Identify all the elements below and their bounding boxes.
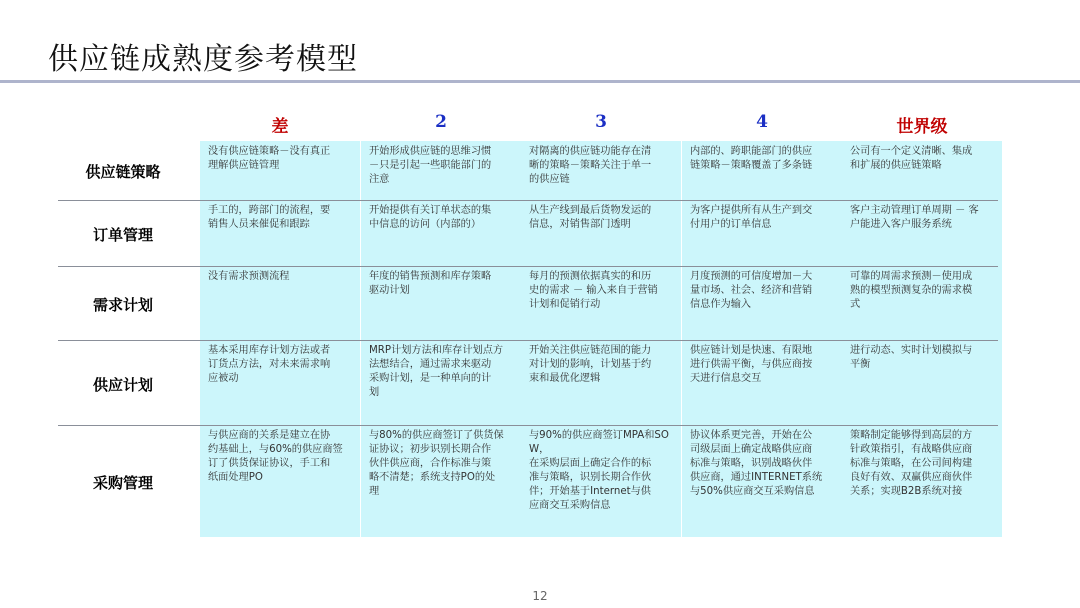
table-cell: 供应链计划是快速、有限地 进行供需平衡，与供应商按 天进行信息交互 [690, 345, 813, 384]
table-cell: 每月的预测依据真实的和历 史的需求 － 输入来自于营销 计划和促销行动 [529, 271, 658, 310]
row-separator [58, 340, 998, 341]
table-cell: MRP计划方法和库存计划点方 法想结合，通过需求来驱动 采购计划，是一种单向的计 划 [369, 345, 504, 398]
level-header-3: 3 [595, 112, 607, 132]
row-separator [58, 200, 998, 201]
table-cell: 开始提供有关订单状态的集 中信息的访问（内部的） [369, 205, 492, 230]
title-underline [0, 80, 1080, 83]
table-cell: 公司有一个定义清晰、集成 和扩展的供应链策略 [850, 146, 973, 171]
table-cell: 年度的销售预测和库存策略 驱动计划 [369, 271, 492, 296]
table-cell: 与供应商的关系是建立在协 约基础上，与60%的供应商签 订了供货保证协议，手工和 纸面处理PO [208, 430, 343, 483]
table-cell: 手工的，跨部门的流程，要 销售人员来催促和跟踪 [208, 205, 331, 230]
table-cell: 从生产线到最后货物发运的 信息，对销售部门透明 [529, 205, 652, 230]
row-separator [58, 266, 998, 267]
slide-title: 供应链成熟度参考模型 [48, 42, 358, 77]
row-label-procurement: 采购管理 [92, 474, 153, 492]
table-cell: 月度预测的可信度增加－大 量市场、社会、经济和营销 信息作为输入 [690, 271, 813, 310]
row-label-order-management: 订单管理 [92, 226, 153, 244]
table-cell: 策略制定能够得到高层的方 针政策指引，有战略供应商 标准与策略，在公司间构建 良好有效、双赢供应商伙伴 关系；实现B2B系统对接 [850, 430, 973, 497]
table-cell: 为客户提供所有从生产到交 付用户的订单信息 [690, 205, 813, 230]
table-cell: 协议体系更完善，开始在公 司级层面上确定战略供应商 标准与策略，识别战略伙伴 供应商，通过INTERNET系统 与50%供应商交互采购信息 [690, 430, 823, 497]
table-cell: 进行动态、实时计划模拟与 平衡 [850, 345, 973, 370]
table-cell: 内部的、跨职能部门的供应 链策略－策略覆盖了多条链 [690, 146, 813, 171]
level-header-world-class: 世界级 [896, 117, 948, 137]
table-cell: 客户主动管理订单周期 － 客 户能进入客户服务系统 [850, 205, 979, 230]
level-header-2: 2 [435, 112, 447, 132]
table-cell: 与90%的供应商签订MPA和SOW， 在采购层面上确定合作的标 准与策略，识别长期合作伙 伴；开始基于Internet与供 应商交互采购信息 [529, 430, 669, 511]
table-cell: 可靠的周需求预测－使用成 熟的模型预测复杂的需求模 式 [850, 271, 973, 310]
row-label-demand-planning: 需求计划 [92, 296, 153, 314]
table-cell: 与80%的供应商签订了供货保 证协议；初步识别长期合作 伙伴供应商，合作标准与策 略不清楚；系统支持PO的处 理 [369, 430, 504, 497]
table-cell: 没有需求预测流程 [208, 271, 290, 282]
level-header-poor: 差 [271, 117, 289, 137]
row-separator [58, 425, 998, 426]
table-cell: 开始关注供应链范围的能力 对计划的影响，计划基于约 束和最优化逻辑 [529, 345, 652, 384]
table-cell: 对隔离的供应链功能存在清 晰的策略－策略关注于单一 的供应链 [529, 146, 652, 185]
page-number: 12 [532, 589, 548, 603]
row-label-supply-planning: 供应计划 [92, 376, 153, 394]
table-cell: 开始形成供应链的思维习惯 －只是引起一些职能部门的 注意 [369, 146, 492, 185]
row-label-strategy: 供应链策略 [85, 163, 161, 181]
table-cell: 基本采用库存计划方法或者 订货点方法，对未来需求响 应被动 [208, 345, 331, 384]
level-header-4: 4 [756, 112, 768, 132]
table-cell: 没有供应链策略－没有真正 理解供应链管理 [208, 146, 331, 171]
